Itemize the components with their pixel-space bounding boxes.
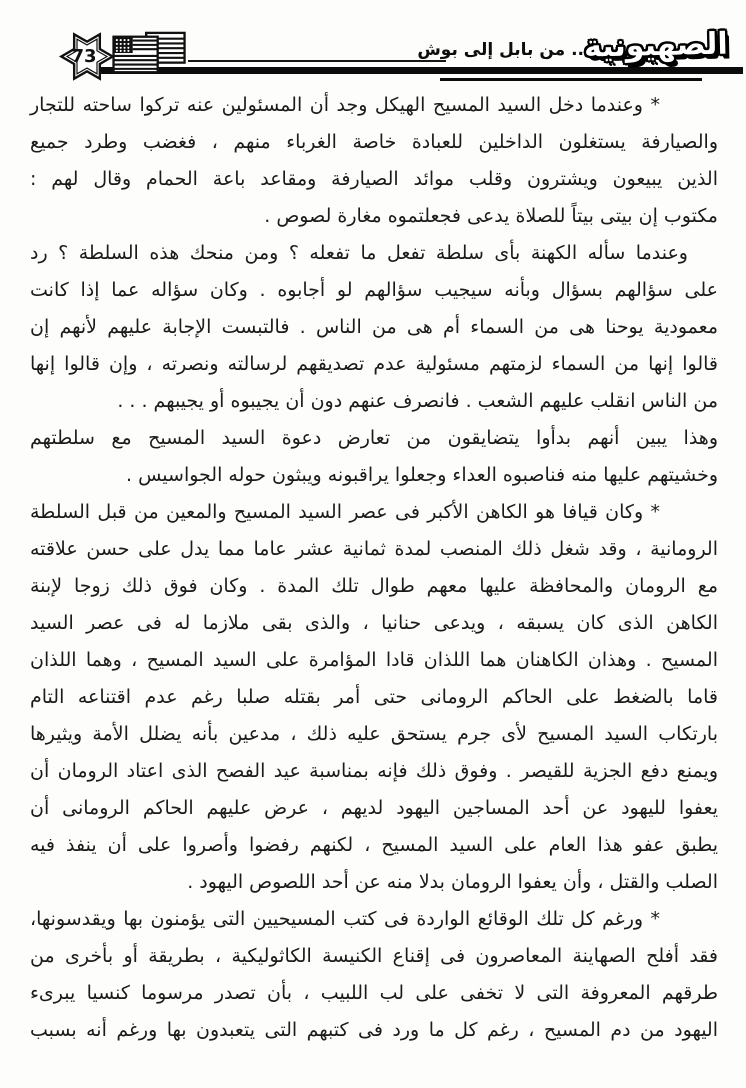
text-line: مكتوب إن بيتى بيتاً للصلاة يدعى فجعلتموه مغارة لصوص . xyxy=(264,205,718,227)
header-rule-thin xyxy=(188,60,446,62)
page-number: 73 xyxy=(71,46,97,67)
text-line: * وكان قيافا هو الكاهن الأكبر فى عصر السيد المسيح والمعين من قبل السلطة xyxy=(30,501,660,523)
text-line: قاما بالضغط على الحاكم الرومانى حتى أمر بقتله صلبا رغم عدم اقتناعه التام xyxy=(30,686,718,708)
text-line: وعندما سأله الكهنة بأى سلطة تفعل ما تفعله ؟ ومن منحك هذه السلطة ؟ رد xyxy=(30,242,688,264)
american-flags-icon xyxy=(111,30,189,78)
header-rule-thick xyxy=(98,67,743,74)
text-line: يطبق عفو هذا العام على السيد المسيح ، لكنهم رفضوا وأصروا على أن ينفذ فيه xyxy=(30,834,718,856)
paragraph xyxy=(30,901,718,1049)
text-line: * ورغم كل تلك الوقائع الواردة فى كتب المسيحيين التى يؤمنون بها ويقدسونها، xyxy=(30,908,660,930)
header-rule-secondary xyxy=(440,78,702,81)
text-line: يعفوا لليهود عن أحد المساجين اليهود لديهم ، عرض عليهم الحاكم الرومانى أن xyxy=(30,797,718,819)
text-line: ويمنع دفع الجزية للقيصر . وفوق ذلك فإنه بمناسبة عيد الفصح الذى اعتاد الرومان أن xyxy=(30,760,718,782)
text-line: على سؤالهم بسؤال وبأنه سيجيب سؤالهم لو أجابوه . وكان سؤاله عما إذا كانت xyxy=(30,279,718,301)
text-line: الكاهن الذى كان يسبقه ، ويدعى حنانيا ، والذى بقى ملازما له فى عصر السيد xyxy=(30,612,718,634)
text-line: وهذا يبين أنهم بدأوا يتضايقون من تعارض دعوة السيد المسيح مع سلطتهم xyxy=(30,427,718,449)
text-line: الذين يبيعون ويشترون وقلب موائد الصيارفة ومقاعد باعة الحمام وقال لهم : xyxy=(30,168,718,190)
paragraph xyxy=(30,420,718,494)
paragraph xyxy=(30,494,718,901)
text-line: وخشيتهم عليها منه فناصبوه العداء وجعلوا يراقبونه ويبثون حوله الجواسيس . xyxy=(125,464,718,486)
text-line: طرقهم المعروفة التى لا تخفى على لب اللبيب ، بأن تصدر مرسوما كنسيا يبرىء xyxy=(30,982,718,1004)
page-content xyxy=(30,87,718,1049)
text-line: * وعندما دخل السيد المسيح الهيكل وجد أن المسئولين عنه تركوا ساحته للتجار xyxy=(30,94,660,116)
text-line: المسيح . وهذان الكاهنان هما اللذان قادا المؤامرة على السيد المسيح ، وهما اللذان xyxy=(30,649,718,671)
page-number-star xyxy=(53,29,121,84)
text-line: بارتكاب السيد المسيح لأى جرم يستحق عليه ذلك ، مدعين بأنه يضلل الأمة ويثيرها xyxy=(30,723,718,745)
paragraph xyxy=(30,235,718,420)
paragraph xyxy=(30,87,718,235)
text-line: معمودية يوحنا هى من السماء أم هى من الناس . فالتبست الإجابة عليهم لأنهم إن xyxy=(30,316,718,338)
text-line: مع الرومان والمحافظة عليها معهم طوال تلك المدة . وكان فوق ذلك زوجا لإبنة xyxy=(30,575,718,597)
text-line: اليهود من دم المسيح ، رغم كل ما ورد فى كتبهم التى يتعبدون بها ورغم أنه بسبب xyxy=(30,1019,718,1041)
text-line: والصيارفة يستغلون الداخلين للعبادة خاصة الغرباء منهم ، فغضب وطرد جميع xyxy=(30,131,718,153)
text-line: الرومانية ، وقد شغل ذلك المنصب لمدة ثمانية عشر عاما مما يدل على حسن علاقته xyxy=(30,538,718,560)
book-title-logo: الصهيونية xyxy=(583,26,729,65)
text-line: من الناس انقلب عليهم الشعب . فانصرف عنهم دون أن يجيبوه أو يجيبهم . . . xyxy=(117,390,718,412)
page-header xyxy=(0,0,746,90)
book-subtitle: .. من بابل إلى بوش xyxy=(417,40,584,60)
text-line: فقد أفلح الصهاينة المعاصرون فى إقناع الكنيسة الكاثوليكية ، بطريقة أو بأخرى من xyxy=(30,945,718,967)
text-line: قالوا إنها من السماء لزمتهم مسئولية عدم تصديقهم لرسالته ونصرته ، وإن قالوا إنها xyxy=(30,353,718,375)
text-line: الصلب والقتل ، وأن يعفوا الرومان بدلا منه عن أحد اللصوص اليهود . xyxy=(187,871,718,893)
